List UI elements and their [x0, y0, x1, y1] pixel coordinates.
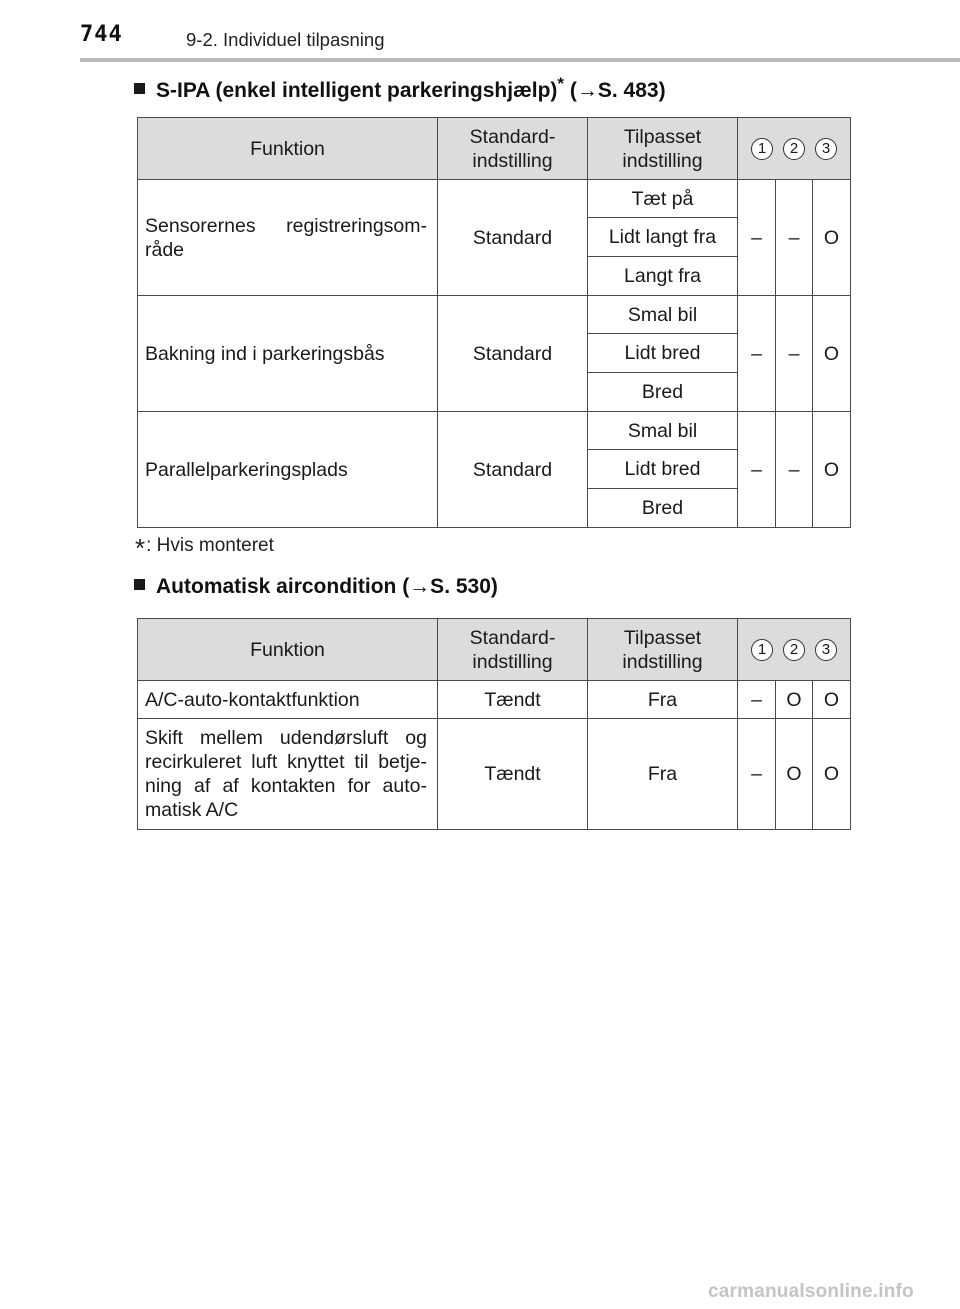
funktion-cell: Skift mellem udendørsluft og recirkuleret luft knyttet til betje- ning af af kontakten for auto- matisk A/C: [138, 719, 438, 830]
section-heading-s-ipa: [134, 74, 666, 103]
option-cell: Lidt bred: [588, 450, 738, 489]
footnote: [135, 533, 274, 564]
funktion-cell: Sensorernes registreringsom- råde: [138, 180, 438, 296]
tilpasset-cell: Fra: [588, 681, 738, 719]
column-header-tilpasset: [588, 619, 738, 681]
col2-cell: –: [776, 180, 813, 296]
column-header-standard-text: Standard- indstilling: [469, 626, 556, 673]
standard-cell: Standard: [438, 412, 588, 528]
col1-cell: –: [738, 180, 776, 296]
circled-number-1: 1: [751, 138, 773, 160]
circled-number-3: 3: [815, 138, 837, 160]
standard-cell: Standard: [438, 296, 588, 412]
col1-cell: –: [738, 296, 776, 412]
column-header-tilpasset: [588, 118, 738, 180]
header-rule: [80, 58, 960, 62]
funktion-cell: Bakning ind i parkeringsbås: [138, 296, 438, 412]
circled-number-2: 2: [783, 138, 805, 160]
table-header-row: [138, 118, 851, 180]
column-header-numbers: [738, 118, 851, 180]
footnote-text: : Hvis monteret: [146, 535, 274, 556]
circled-number-3: 3: [815, 639, 837, 661]
table-row: [138, 719, 851, 830]
col1-cell: –: [738, 719, 776, 830]
section-heading-aircondition: [134, 575, 498, 599]
col3-cell: O: [813, 681, 851, 719]
s-ipa-table: [137, 117, 851, 528]
col2-cell: O: [776, 681, 813, 719]
col3-cell: O: [813, 719, 851, 830]
col3-cell: O: [813, 412, 851, 528]
column-header-funktion: Funktion: [138, 619, 438, 681]
column-header-standard: [438, 118, 588, 180]
col2-cell: –: [776, 412, 813, 528]
asterisk-mark: *: [557, 74, 565, 93]
square-bullet-icon: [134, 83, 145, 94]
aircondition-table: [137, 618, 851, 830]
watermark: carmanualsonline.info: [708, 1281, 914, 1302]
square-bullet-icon: [134, 579, 145, 590]
section-title: S-IPA (enkel intelligent parkeringshjælp): [156, 79, 558, 102]
col3-cell: O: [813, 180, 851, 296]
option-cell: Lidt bred: [588, 334, 738, 373]
col1-cell: –: [738, 681, 776, 719]
standard-cell: Tændt: [438, 719, 588, 830]
funktion-cell: Parallelparkeringsplads: [138, 412, 438, 528]
page-number: 744: [80, 22, 123, 47]
column-header-standard: [438, 619, 588, 681]
option-cell: Langt fra: [588, 257, 738, 296]
tilpasset-cell: Fra: [588, 719, 738, 830]
circled-number-1: 1: [751, 639, 773, 661]
option-cell: Smal bil: [588, 412, 738, 450]
chapter-title: 9-2. Individuel tilpasning: [186, 29, 385, 50]
funktion-cell: A/C-auto-kontaktfunktion: [138, 681, 438, 719]
table-row: [138, 180, 851, 218]
page-reference: (→S. 483): [564, 79, 666, 102]
option-cell: Lidt langt fra: [588, 218, 738, 257]
column-header-tilpasset-text: Tilpasset indstilling: [622, 125, 703, 172]
option-cell: Bred: [588, 373, 738, 412]
col2-cell: O: [776, 719, 813, 830]
page-header: [0, 0, 960, 62]
table-header-row: [138, 619, 851, 681]
column-header-tilpasset-text: Tilpasset indstilling: [622, 626, 703, 673]
page-reference: (→S. 530): [396, 575, 498, 598]
option-cell: Tæt på: [588, 180, 738, 218]
table-row: [138, 296, 851, 334]
section-title: Automatisk aircondition: [156, 575, 397, 598]
table-row: [138, 412, 851, 450]
circled-number-2: 2: [783, 639, 805, 661]
option-cell: Smal bil: [588, 296, 738, 334]
table-row: [138, 681, 851, 719]
column-header-funktion: Funktion: [138, 118, 438, 180]
column-header-standard-text: Standard- indstilling: [469, 125, 556, 172]
standard-cell: Tændt: [438, 681, 588, 719]
standard-cell: Standard: [438, 180, 588, 296]
col3-cell: O: [813, 296, 851, 412]
col2-cell: –: [776, 296, 813, 412]
option-cell: Bred: [588, 489, 738, 528]
col1-cell: –: [738, 412, 776, 528]
footnote-asterisk: *: [135, 533, 146, 563]
column-header-numbers: [738, 619, 851, 681]
